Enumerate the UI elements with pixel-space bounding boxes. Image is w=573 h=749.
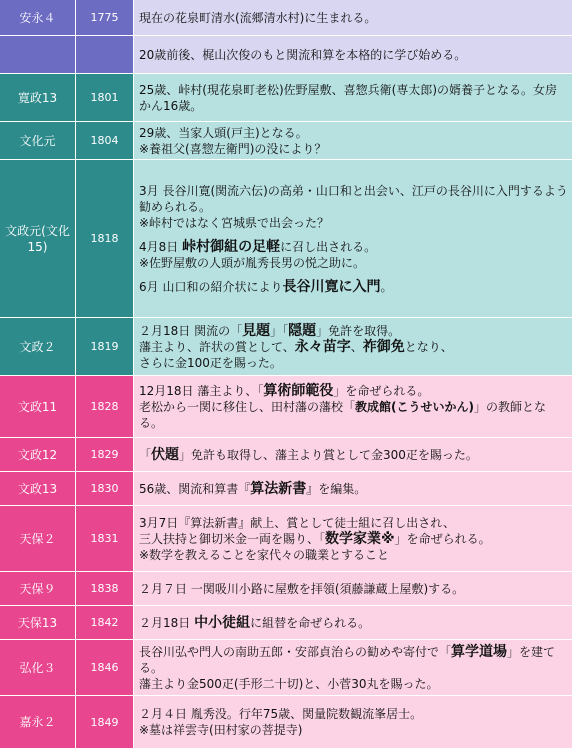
era-text: 文政13 [17,481,58,496]
event-text-segment: ※墓は祥雲寺(田村家の菩提寺) [139,723,303,737]
table-row [0,696,573,749]
event-text [139,239,568,255]
era-text: 天保13 [17,615,58,630]
event-cell [134,74,573,122]
event-text [139,581,568,597]
era-text: 文政12 [17,447,58,462]
event-text-segment: ※佐野屋敷の人頭が胤秀長男の悦之助に。 [139,255,366,270]
event-text-segment: 藩主より、許状の賞として、 [139,339,295,354]
event-text-segment: 20歳前後、梶山次俊のもと関流和算を本格的に学び始める。 [139,47,467,62]
event-text-segment: に召し出される。 [280,239,377,254]
table-row [0,0,573,36]
year-cell: 1804 [76,122,134,160]
event-text [139,399,568,431]
event-text [139,215,568,231]
event-text-segment: ※峠村ではなく宮城県で出会った？ [139,215,330,230]
table-row [0,472,573,506]
era-text: 安永４ [19,10,56,25]
era-text: 寛政13 [17,90,58,105]
table-row [0,74,573,122]
table-row [0,506,573,572]
event-text-segment: 」を命ぜられる。 [394,531,491,546]
event-text [139,255,568,271]
event-cell [134,606,573,640]
event-text-segment: 』を編集。 [306,481,367,496]
event-text-segment: 」の教師となる。 [139,399,547,430]
emphasis-text: 算学道場 [451,643,508,660]
event-text [139,615,568,631]
event-text-segment: 「 [139,447,152,462]
event-text [139,355,568,371]
event-text [139,676,568,692]
year-cell: 1830 [76,472,134,506]
event-text [139,47,568,63]
event-text [139,515,568,531]
emphasis-text: 見題 [242,322,271,339]
emphasis-text: 中小徒組 [194,614,251,631]
era-text: (文化15) [27,223,70,254]
event-cell [134,376,573,438]
era-text: 文政11 [17,399,58,414]
event-text-segment: ２月７日 一関吸川小路に屋敷を拝領(須藤謙蔵上屋敷)する。 [139,581,465,596]
era-cell [0,472,76,506]
era-cell [0,640,76,696]
table-row [0,122,573,160]
event-text-segment: ２月４日 胤秀没。行年75歳、関量院数観流峯居士。 [139,707,423,721]
event-cell [134,160,573,318]
emphasis-text: 峠村御組の足軽 [182,238,281,255]
event-text-segment: 3月 長谷川寛(関流六伝)の高弟・山口和と出会い、江戸の長谷川に入門するよう勧められる。 [139,183,568,214]
event-text [139,183,568,215]
year-cell: 1831 [76,506,134,572]
event-text-segment: 」を命ぜられる。 [333,383,430,398]
year-cell: 1828 [76,376,134,438]
emphasis-text: 伏題 [151,446,180,463]
event-text [139,722,568,738]
event-text-segment: 三人扶持と御切米金一両を賜り、「 [139,531,326,546]
era-text: 文政２ [19,339,56,354]
era-text: 弘化３ [19,660,56,675]
emphasis-text: 算法新書 [250,480,307,497]
event-text [139,279,568,295]
event-cell [134,36,573,74]
era-text: 天保９ [19,581,56,596]
event-text [139,323,568,339]
era-cell [0,438,76,472]
event-text-segment: 3月7日『算法新書』献上、賞として徒士組に召し出され、 [139,515,455,530]
event-cell [134,506,573,572]
event-text-segment: となり、 [404,339,453,354]
event-text-segment: ２月18日 関流の「 [139,323,243,338]
emphasis-text: 長谷川寛に入門 [282,278,381,295]
year-cell: 1846 [76,640,134,696]
year-cell: 1819 [76,318,134,376]
emphasis-text: 祚御免 [362,338,405,355]
event-text-segment: 」「 [270,323,289,338]
event-text [139,125,568,141]
emphasis-text: 永々苗字 [294,338,351,355]
event-cell [134,438,573,472]
event-cell [134,122,573,160]
era-cell [0,0,76,36]
era-text: 文化元 [19,133,56,148]
era-cell [0,696,76,749]
era-cell [0,74,76,122]
table-row [0,572,573,606]
table-row [0,160,573,318]
table-row [0,36,573,74]
table-row [0,438,573,472]
era-text: 天保２ [19,531,56,546]
event-text-segment: ２月18日 [139,615,195,630]
event-text-segment: 56歳、関流和算書『 [139,481,251,496]
event-cell [134,696,573,749]
year-cell: 1842 [76,606,134,640]
era-cell [0,572,76,606]
event-cell [134,572,573,606]
era-cell [0,376,76,438]
event-text-segment: ※養祖父(喜惣左衛門)の没により？ [139,141,327,156]
event-cell [134,640,573,696]
event-text [139,339,568,355]
event-text [139,481,568,497]
event-text-segment: ※数学を教えることを家代々の職業とすること [139,547,390,562]
event-text-segment: 」免許も取得し、藩主より賞として金300疋を賜った。 [179,447,478,462]
emphasis-text: 教成館(こうせいかん) [355,399,474,414]
era-cell [0,506,76,572]
era-cell [0,318,76,376]
event-text-segment: 」を建てる。 [139,644,556,675]
event-cell [134,318,573,376]
emphasis-text: 算術師範役 [263,382,334,399]
event-text-segment: 、 [350,339,363,354]
emphasis-text: 数学家業※ [325,530,395,547]
year-cell: 1849 [76,696,134,749]
table-row [0,606,573,640]
table-row [0,376,573,438]
year-cell: 1818 [76,160,134,318]
event-text-segment: 現在の花泉町清水(流郷清水村)に生まれる。 [139,10,377,25]
emphasis-text: 隠題 [288,322,317,339]
era-cell [0,606,76,640]
year-cell: 1829 [76,438,134,472]
event-text [139,383,568,399]
year-cell [76,36,134,74]
event-text [139,82,568,114]
era-text: 嘉永２ [19,715,56,729]
event-text-segment: 6月 山口和の紹介状により [139,279,283,294]
era-cell [0,160,76,318]
era-text: 文政元 [5,223,42,238]
table-row [0,640,573,696]
table-row [0,318,573,376]
year-cell: 1775 [76,0,134,36]
event-text-segment: 12月18日 藩主より、「 [139,383,264,398]
event-text [139,141,568,157]
event-text [139,706,568,722]
event-cell [134,472,573,506]
era-cell [0,122,76,160]
event-text-segment: 25歳、峠村(現花泉町老松)佐野屋敷、喜惣兵衛(専太郎)の婿養子となる。女房かん16歳。 [139,82,557,113]
event-text-segment: 」免許を取得。 [316,323,401,338]
event-text-segment: 藩主より金500疋(手形二十切)と、小菅30丸を賜った。 [139,676,439,691]
year-cell: 1801 [76,74,134,122]
event-text-segment: 。 [380,279,393,294]
event-text [139,547,568,563]
era-cell [0,36,76,74]
event-text-segment: 29歳、当家人頭(戸主)となる。 [139,125,308,140]
event-text [139,644,568,676]
event-text-segment: 長谷川弘や門人の南助五郎・安部貞治らの勧めや寄付で「 [139,644,452,659]
year-cell: 1838 [76,572,134,606]
event-text [139,10,568,26]
event-cell [134,0,573,36]
event-text-segment: 4月8日 [139,239,183,254]
event-text [139,447,568,463]
event-text-segment: に組替を命ぜられる。 [250,615,371,630]
event-text-segment: さらに金100疋を賜った。 [139,355,282,370]
event-text [139,531,568,547]
event-text-segment: 老松から一関に移住し、田村藩の藩校「 [139,399,356,414]
